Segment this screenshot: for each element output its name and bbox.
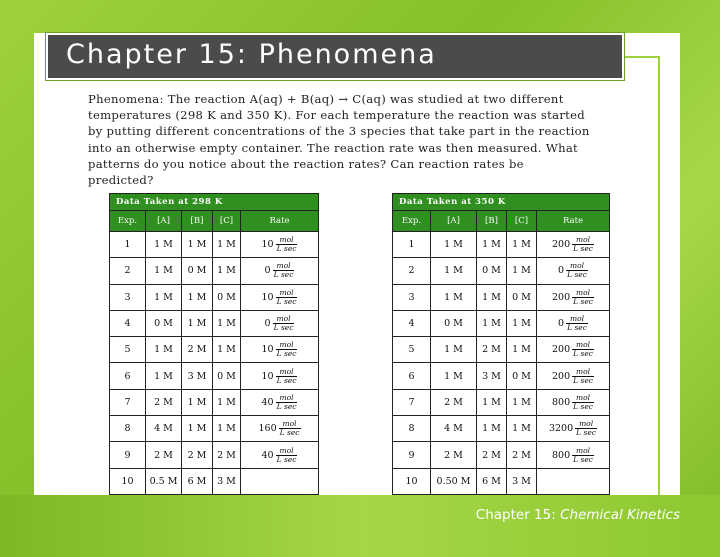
cell-conc-c: 1 M <box>213 258 241 284</box>
cell-exp: 2 <box>393 258 431 284</box>
table-row <box>393 416 610 442</box>
cell-conc-a: 0.50 M <box>431 468 477 494</box>
cell-exp: 8 <box>393 416 431 442</box>
rate-unit-numerator: mol <box>566 262 588 271</box>
cell-conc-a: 1 M <box>431 258 477 284</box>
cell-conc-a: 4 M <box>146 416 182 442</box>
cell-conc-c: 3 M <box>507 468 537 494</box>
rate-unit-numerator: mol <box>279 420 301 429</box>
rate-unit <box>273 262 295 279</box>
cell-conc-b: 2 M <box>182 442 213 468</box>
rate-value: 10 <box>261 370 274 382</box>
rate-value: 160 <box>258 423 277 435</box>
rate-unit <box>572 236 594 253</box>
cell-conc-c: 1 M <box>213 337 241 363</box>
rate-unit-numerator: mol <box>273 315 295 324</box>
cell-conc-b: 2 M <box>477 442 507 468</box>
cell-conc-a: 2 M <box>431 442 477 468</box>
cell-exp: 6 <box>110 363 146 389</box>
table-row <box>110 363 319 389</box>
rate-unit-numerator: mol <box>276 236 298 245</box>
rate-unit-numerator: mol <box>276 447 298 456</box>
cell-conc-b: 1 M <box>182 389 213 415</box>
cell-exp: 1 <box>393 232 431 258</box>
cell-rate <box>537 337 610 363</box>
rate-unit-numerator: mol <box>276 394 298 403</box>
col-header-b: [B] <box>182 211 213 232</box>
rate-value: 40 <box>261 449 274 461</box>
cell-conc-a: 0 M <box>146 310 182 336</box>
rate-unit-denominator: L sec <box>576 428 597 438</box>
cell-conc-b: 2 M <box>477 337 507 363</box>
rate-value: 10 <box>261 344 274 356</box>
rate-value: 200 <box>552 344 571 356</box>
intro-paragraph: Phenomena: The reaction A(aq) + B(aq) → C(aq) was studied at two different temperatures (298 K and 350 K). For each temperature the reaction was started by putting different concentrations of the 3 species that take part in the reaction into an otherwise empty container. The reaction rate was then measured. What patterns do you notice about the reaction rates? Can reaction rates be predicted? <box>88 92 590 188</box>
data-table-298k <box>109 193 319 495</box>
rate-unit <box>273 315 295 332</box>
cell-rate <box>241 363 319 389</box>
rate-value: 10 <box>261 239 274 251</box>
rate-unit <box>276 289 298 306</box>
rate-unit <box>566 262 588 279</box>
rate-unit <box>572 368 594 385</box>
cell-conc-a: 1 M <box>431 337 477 363</box>
table-row <box>110 442 319 468</box>
col-header-exp: Exp. <box>393 211 431 232</box>
table-caption: Data Taken at 350 K <box>393 194 610 211</box>
cell-conc-a: 1 M <box>146 363 182 389</box>
footer-chapter: Chapter 15: <box>475 507 561 523</box>
rate-unit-denominator: L sec <box>276 454 297 464</box>
cell-conc-b: 0 M <box>477 258 507 284</box>
cell-conc-a: 1 M <box>146 284 182 310</box>
rate-unit <box>276 341 298 358</box>
cell-exp: 1 <box>110 232 146 258</box>
cell-conc-c: 1 M <box>507 416 537 442</box>
cell-exp: 5 <box>393 337 431 363</box>
cell-conc-a: 1 M <box>146 337 182 363</box>
cell-rate <box>537 442 610 468</box>
rate-unit-numerator: mol <box>572 368 594 377</box>
rate-unit-numerator: mol <box>575 420 597 429</box>
cell-exp: 8 <box>110 416 146 442</box>
table-row <box>393 442 610 468</box>
cell-exp: 10 <box>393 468 431 494</box>
footer-bar <box>0 495 720 557</box>
rate-unit-denominator: L sec <box>573 401 593 411</box>
cell-conc-b: 1 M <box>182 416 213 442</box>
cell-conc-c: 1 M <box>213 232 241 258</box>
cell-rate <box>241 442 319 468</box>
cell-conc-a: 1 M <box>431 232 477 258</box>
table-row <box>110 310 319 336</box>
rate-unit-denominator: L sec <box>567 270 587 280</box>
rate-unit-denominator: L sec <box>573 375 593 385</box>
table-row <box>393 468 610 494</box>
rate-unit <box>566 315 588 332</box>
cell-conc-a: 2 M <box>431 389 477 415</box>
footer-label <box>476 507 680 523</box>
cell-conc-a: 1 M <box>146 258 182 284</box>
cell-rate <box>537 416 610 442</box>
cell-conc-c: 1 M <box>507 310 537 336</box>
rate-unit-denominator: L sec <box>276 296 297 306</box>
cell-exp: 7 <box>110 389 146 415</box>
table-row <box>110 389 319 415</box>
cell-rate <box>537 284 610 310</box>
cell-rate <box>241 232 319 258</box>
cell-conc-c: 2 M <box>507 442 537 468</box>
rate-unit-numerator: mol <box>276 341 298 350</box>
table-row <box>393 232 610 258</box>
cell-rate <box>241 337 319 363</box>
title-accent-line <box>624 56 659 58</box>
cell-conc-b: 1 M <box>477 389 507 415</box>
table-row <box>110 337 319 363</box>
rate-unit <box>276 236 298 253</box>
cell-conc-b: 6 M <box>182 468 213 494</box>
cell-conc-a: 2 M <box>146 389 182 415</box>
cell-conc-b: 1 M <box>182 232 213 258</box>
col-header-c: [C] <box>507 211 537 232</box>
cell-conc-b: 3 M <box>182 363 213 389</box>
rate-unit-denominator: L sec <box>273 270 294 280</box>
table-row <box>110 284 319 310</box>
cell-rate <box>241 416 319 442</box>
cell-rate <box>537 389 610 415</box>
cell-exp: 3 <box>110 284 146 310</box>
rate-value: 0 <box>558 318 565 330</box>
cell-conc-b: 1 M <box>182 284 213 310</box>
rate-unit <box>572 289 594 306</box>
cell-rate <box>241 310 319 336</box>
cell-conc-c: 0 M <box>213 284 241 310</box>
rate-unit <box>276 447 298 464</box>
rate-unit <box>279 420 301 437</box>
cell-exp: 7 <box>393 389 431 415</box>
rate-unit <box>276 394 298 411</box>
rate-unit-numerator: mol <box>566 315 588 324</box>
col-header-exp: Exp. <box>110 211 146 232</box>
cell-conc-a: 2 M <box>146 442 182 468</box>
cell-exp: 5 <box>110 337 146 363</box>
cell-conc-b: 6 M <box>477 468 507 494</box>
cell-exp: 2 <box>110 258 146 284</box>
footer-topic: Chemical Kinetics <box>560 507 680 523</box>
rate-unit-denominator: L sec <box>276 375 297 385</box>
rate-unit-numerator: mol <box>276 289 298 298</box>
rate-value: 800 <box>552 449 571 461</box>
cell-conc-c: 1 M <box>213 310 241 336</box>
rate-value: 200 <box>552 370 571 382</box>
rate-unit <box>575 420 597 437</box>
cell-conc-a: 1 M <box>431 363 477 389</box>
rate-unit-numerator: mol <box>572 289 594 298</box>
cell-conc-b: 3 M <box>477 363 507 389</box>
cell-conc-c: 0 M <box>213 363 241 389</box>
cell-conc-c: 2 M <box>213 442 241 468</box>
cell-conc-b: 1 M <box>182 310 213 336</box>
cell-conc-c: 1 M <box>213 389 241 415</box>
slide-title: Chapter 15: Phenomena <box>66 39 437 70</box>
cell-conc-a: 1 M <box>431 284 477 310</box>
rate-value: 200 <box>552 239 571 251</box>
col-header-b: [B] <box>477 211 507 232</box>
cell-conc-a: 4 M <box>431 416 477 442</box>
cell-exp: 9 <box>393 442 431 468</box>
cell-conc-c: 3 M <box>213 468 241 494</box>
cell-conc-c: 1 M <box>507 389 537 415</box>
rate-unit <box>572 447 594 464</box>
rate-value: 3200 <box>548 423 574 435</box>
rate-unit-denominator: L sec <box>279 428 300 438</box>
cell-exp: 3 <box>393 284 431 310</box>
cell-conc-b: 0 M <box>182 258 213 284</box>
rate-unit-denominator: L sec <box>573 296 593 306</box>
rate-unit <box>276 368 298 385</box>
rate-unit-denominator: L sec <box>276 401 297 411</box>
cell-rate <box>537 258 610 284</box>
data-table-350k <box>392 193 610 495</box>
rate-value: 0 <box>558 265 565 277</box>
rate-value: 800 <box>552 396 571 408</box>
rate-unit-denominator: L sec <box>276 349 297 359</box>
cell-rate <box>537 468 610 494</box>
cell-rate <box>241 284 319 310</box>
cell-rate <box>537 363 610 389</box>
cell-conc-c: 1 M <box>507 337 537 363</box>
cell-rate <box>241 468 319 494</box>
rate-value: 200 <box>552 291 571 303</box>
panel-accent-line <box>658 56 660 496</box>
cell-conc-b: 1 M <box>477 284 507 310</box>
rate-unit-numerator: mol <box>572 394 594 403</box>
cell-conc-a: 0 M <box>431 310 477 336</box>
rate-unit-denominator: L sec <box>273 323 294 333</box>
rate-unit-denominator: L sec <box>567 323 587 333</box>
cell-exp: 4 <box>110 310 146 336</box>
table-row <box>393 337 610 363</box>
cell-conc-b: 1 M <box>477 232 507 258</box>
rate-value: 0 <box>264 318 271 330</box>
table-row <box>393 258 610 284</box>
table-row <box>110 258 319 284</box>
cell-rate <box>241 389 319 415</box>
rate-unit-denominator: L sec <box>276 244 297 254</box>
col-header-rate: Rate <box>537 211 610 232</box>
col-header-c: [C] <box>213 211 241 232</box>
rate-unit <box>572 341 594 358</box>
rate-value: 10 <box>261 291 274 303</box>
col-header-a: [A] <box>431 211 477 232</box>
cell-exp: 6 <box>393 363 431 389</box>
rate-unit-denominator: L sec <box>573 454 593 464</box>
cell-conc-c: 0 M <box>507 284 537 310</box>
rate-value: 40 <box>261 396 274 408</box>
table-row <box>393 363 610 389</box>
cell-conc-b: 2 M <box>182 337 213 363</box>
cell-conc-c: 1 M <box>507 232 537 258</box>
rate-unit-numerator: mol <box>572 236 594 245</box>
table-row <box>110 232 319 258</box>
rate-unit-numerator: mol <box>572 447 594 456</box>
col-header-rate: Rate <box>241 211 319 232</box>
table-row <box>393 389 610 415</box>
rate-unit-denominator: L sec <box>573 244 593 254</box>
cell-conc-a: 0.5 M <box>146 468 182 494</box>
table-row <box>110 416 319 442</box>
cell-rate <box>537 232 610 258</box>
col-header-a: [A] <box>146 211 182 232</box>
title-bar <box>46 33 624 80</box>
rate-value: 0 <box>264 265 271 277</box>
cell-exp: 9 <box>110 442 146 468</box>
cell-conc-b: 1 M <box>477 416 507 442</box>
rate-unit-numerator: mol <box>276 368 298 377</box>
cell-exp: 4 <box>393 310 431 336</box>
table-caption: Data Taken at 298 K <box>110 194 319 211</box>
cell-conc-c: 1 M <box>213 416 241 442</box>
cell-rate <box>241 258 319 284</box>
rate-unit-denominator: L sec <box>573 349 593 359</box>
cell-rate <box>537 310 610 336</box>
cell-exp: 10 <box>110 468 146 494</box>
cell-conc-c: 1 M <box>507 258 537 284</box>
table-row <box>393 284 610 310</box>
rate-unit <box>572 394 594 411</box>
table-row <box>393 310 610 336</box>
cell-conc-b: 1 M <box>477 310 507 336</box>
cell-conc-a: 1 M <box>146 232 182 258</box>
table-row <box>110 468 319 494</box>
cell-conc-c: 0 M <box>507 363 537 389</box>
rate-unit-numerator: mol <box>572 341 594 350</box>
rate-unit-numerator: mol <box>273 262 295 271</box>
